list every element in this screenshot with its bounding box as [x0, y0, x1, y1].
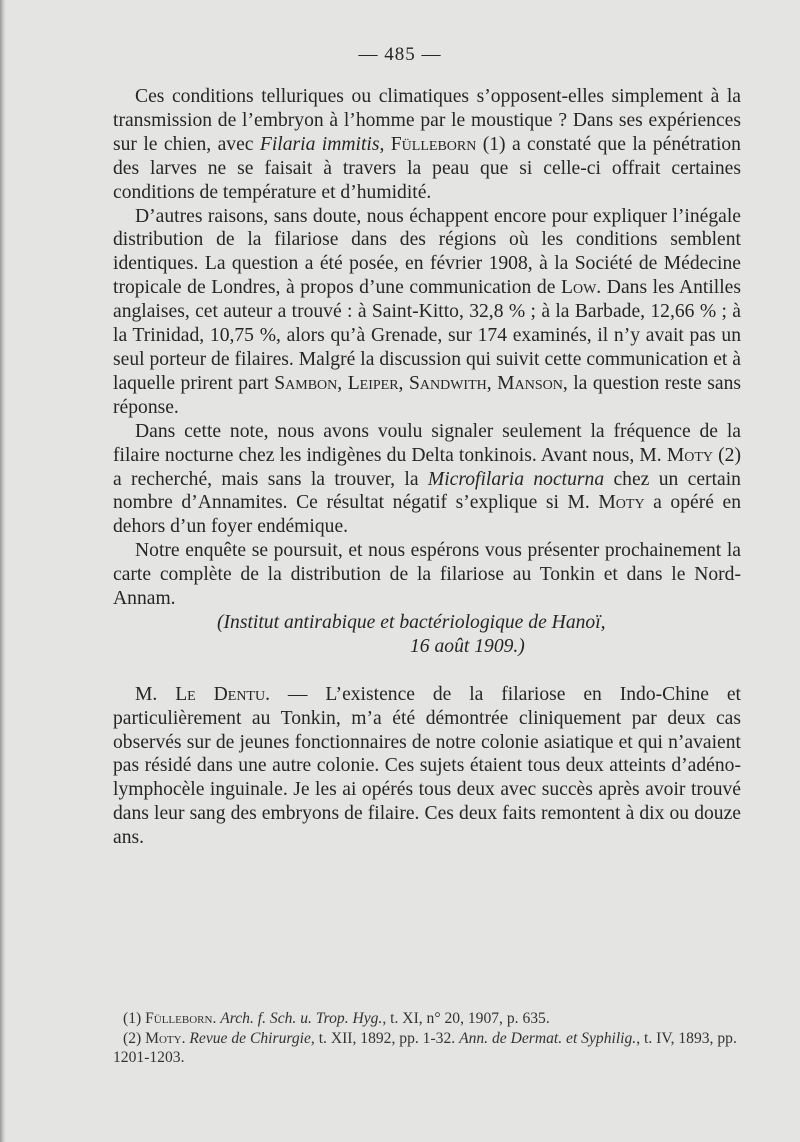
author-name: Sambon [274, 372, 338, 394]
author-name: Moty [666, 444, 714, 466]
paragraph-text: a opéré en dehors d’un foyer endémique. [113, 492, 741, 538]
journal-title: Revue de Chirurgie [189, 1029, 311, 1047]
signature-date: 16 août 1909.) [410, 635, 525, 657]
paragraph-text: . Dans les Antilles anglaises, cet auteur a trouvé : à Saint-Kitto, 32,8 % ; à la Barbade, 12,66 % ; à la Trinidad, 10,75 %, alors qu’à Grenade, sur 174 examinés, il n’y avait pas un seul porteur de filaires. Malgré la discussion qui suivit cette communication et à laquelle prirent part [113, 277, 742, 394]
paragraph-text: chez un certain nombre d’Annamites. Ce résultat négatif s’explique si M. [113, 468, 741, 514]
paragraph-text: Dans cette note, nous avons voulu signaler seulement la fréquence de la filaire nocturne chez les indigènes du Delta tonkinois. Avant nous, M. [113, 420, 741, 466]
footnotes [113, 1009, 758, 1068]
author-name: Low [561, 277, 597, 299]
paragraph-text: Ces conditions telluriques ou climatiques s’opposent-elles simplement à la transmission de l’embryon à l’homme par le moustique ? Dans ses expériences sur le chien, avec [113, 86, 741, 155]
author-name: Manson [497, 372, 563, 394]
author-name: Moty [145, 1029, 182, 1047]
document-body [113, 85, 741, 850]
page-number: — 485 — [358, 44, 442, 65]
speaker-name: Le Dentu [175, 683, 266, 705]
paragraph-4: Notre enquête se poursuit, et nous espérons vous présenter prochainement la carte complète de la distribution de la filariose au Tonkin et dans le Nord-Annam. [113, 540, 741, 610]
paragraph-text: . — L’existence de la filariose en Indo-Chine et particulièrement au Tonkin, m’a été démontrée cliniquement par deux cas observés sur de jeunes fonctionnaires de notre colonie asiatique et qui n’avaient pas résidé dans une autre colonie. Ces sujets étaient tous deux atteints d’adéno-lymphocèle inguinale. Je les ai opérés tous deux avec succès après avoir trouvé dans leur sang des embryons de filaire. Ces deux faits remontent à dix ou douze ans. [113, 683, 741, 849]
separator: , [337, 372, 348, 394]
author-name: Fülleborn [390, 133, 477, 155]
footnote-marker: (1) [123, 1010, 146, 1027]
paragraph-5 [113, 683, 741, 850]
paragraph-3 [113, 420, 741, 540]
species-name: Microfilaria nocturna [427, 468, 605, 490]
separator: , [398, 372, 409, 394]
paragraph-text: , la question reste sans réponse. [113, 372, 742, 418]
footnote-text: . [181, 1029, 190, 1047]
paragraph-1 [113, 85, 741, 205]
footnote-marker: (2) [123, 1029, 146, 1047]
footnote-text: , t. IV, 1893, pp. 1201-1203. [113, 1029, 737, 1066]
scan-page-edge [0, 0, 6, 1142]
speaker-prefix: M. [135, 683, 176, 705]
journal-title: Arch. f. Sch. u. Trop. Hyg. [220, 1010, 383, 1027]
author-name: Sandwith [408, 372, 487, 394]
author-name: Leiper [347, 372, 399, 394]
author-name: Moty [598, 492, 645, 514]
species-name: Filaria immitis, [259, 133, 385, 155]
paragraph-text: D’autres raisons, sans doute, nous échappent encore pour expliquer l’inégale distribution de la filariose dans des régions où les conditions semblent identiques. La question a été posée, en février 1908, à la Société de Médecine tropicale de Londres, à propos d’une communication de [113, 205, 741, 299]
signature-institution: (Institut antirabique et bactériologique de Hanoï, [217, 611, 606, 633]
section-spacer [113, 659, 741, 683]
footnote-text: , t. XII, 1892, pp. 1-32. [310, 1029, 460, 1047]
paragraph-text: (1) a constaté que la pénétration des larves ne se faisait à travers la peau que si celle-ci offrait certaines conditions de température et d’humidité. [113, 133, 741, 203]
paragraph-text: (2) a recherché, mais sans la trouver, la [113, 444, 741, 490]
journal-title: Ann. de Dermat. et Syphilig. [459, 1029, 637, 1047]
paragraph-2 [113, 205, 741, 420]
footnote-text: . [212, 1010, 221, 1027]
author-name: Fülleborn [145, 1010, 213, 1027]
footnote-2 [113, 1029, 758, 1068]
footnote-text: , t. XI, n° 20, 1907, p. 635. [382, 1010, 550, 1027]
separator: , [486, 372, 498, 394]
footnote-1 [113, 1009, 758, 1029]
